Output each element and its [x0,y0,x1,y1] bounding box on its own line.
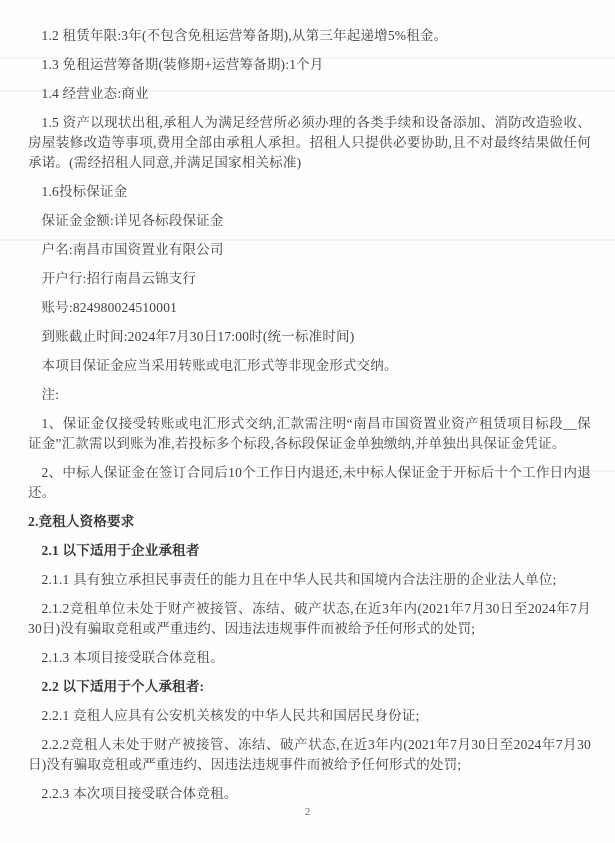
clause-2-2-2: 2.2.2竞租人未处于财产被接管、冻结、破产状态,在近3年内(2021年7月30日至2024年7月30日)没有骗取竞租或严重违约、因违法违规事件而被给予任何形式的处罚; [28,737,591,772]
page-number: 2 [304,806,311,818]
clause-1-4: 1.4 经营业态:商业 [41,86,149,101]
note-label: 注: [41,387,60,402]
note-2: 2、中标人保证金在签订合同后10个工作日内退还,未中标人保证金于开标后十个工作日内退还。 [28,465,591,500]
clause-2-2-1: 2.2.1 竞租人应具有公安机关核发的中华人民共和国居民身份证; [41,708,420,723]
account-name: 户名:南昌市国资置业有限公司 [41,242,224,257]
section-2-2-heading: 2.2 以下适用于个人承租者: [41,679,205,694]
clause-2-1-3: 2.1.3 本项目接受联合体竞租。 [41,650,224,665]
clause-2-1-2: 2.1.2竞租单位未处于财产被接管、冻结、破产状态,在近3年内(2021年7月30日至2024年7月30日)没有骗取竞租或严重违约、因违法违规事件而被给予任何形式的处罚; [28,601,591,636]
clause-1-2: 1.2 租赁年限:3年(不包含免租运营筹备期),从第三年起递增5%租金。 [41,28,448,43]
arrival-deadline: 到账截止时间:2024年7月30日17:00时(统一标准时间) [41,329,355,344]
clause-1-6-heading: 1.6投标保证金 [41,184,128,199]
account-number: 账号:824980024510001 [41,300,178,315]
note-1: 1、保证金仅接受转账或电汇形式交纳,汇款需注明“南昌市国资置业资产租赁项目标段__保证金”汇款需以到账为准,若投标多个标段,各标段保证金单独缴纳,并单独出具保证金凭证。 [28,416,591,451]
document-body [28,26,591,813]
deposit-amount: 保证金金额:详见各标段保证金 [41,213,224,228]
clause-1-5: 1.5 资产以现状出租,承租人为满足经营所必须办理的各类手续和设备添加、消防改造验收、房屋装修改造等事项,费用全部由承租人承担。招租人只提供必要协助,且不对最终结果做任何承诺。(需经招租人同意,并满足国家相关标准) [28,115,591,170]
clause-2-2-3: 2.2.3 本次项目接受联合体竞租。 [41,786,238,801]
bank-name: 开户行:招行南昌云锦支行 [41,271,197,286]
clause-1-3: 1.3 免租运营筹备期(装修期+运营筹备期):1个月 [41,57,324,72]
payment-method: 本项目保证金应当采用转账或电汇形式等非现金形式交纳。 [41,358,398,373]
section-2-heading: 2.竞租人资格要求 [28,514,135,529]
clause-2-1-1: 2.1.1 具有独立承担民事责任的能力且在中华人民共和国境内合法注册的企业法人单位; [41,572,557,587]
section-2-1-heading: 2.1 以下适用于企业承租者 [41,543,200,558]
